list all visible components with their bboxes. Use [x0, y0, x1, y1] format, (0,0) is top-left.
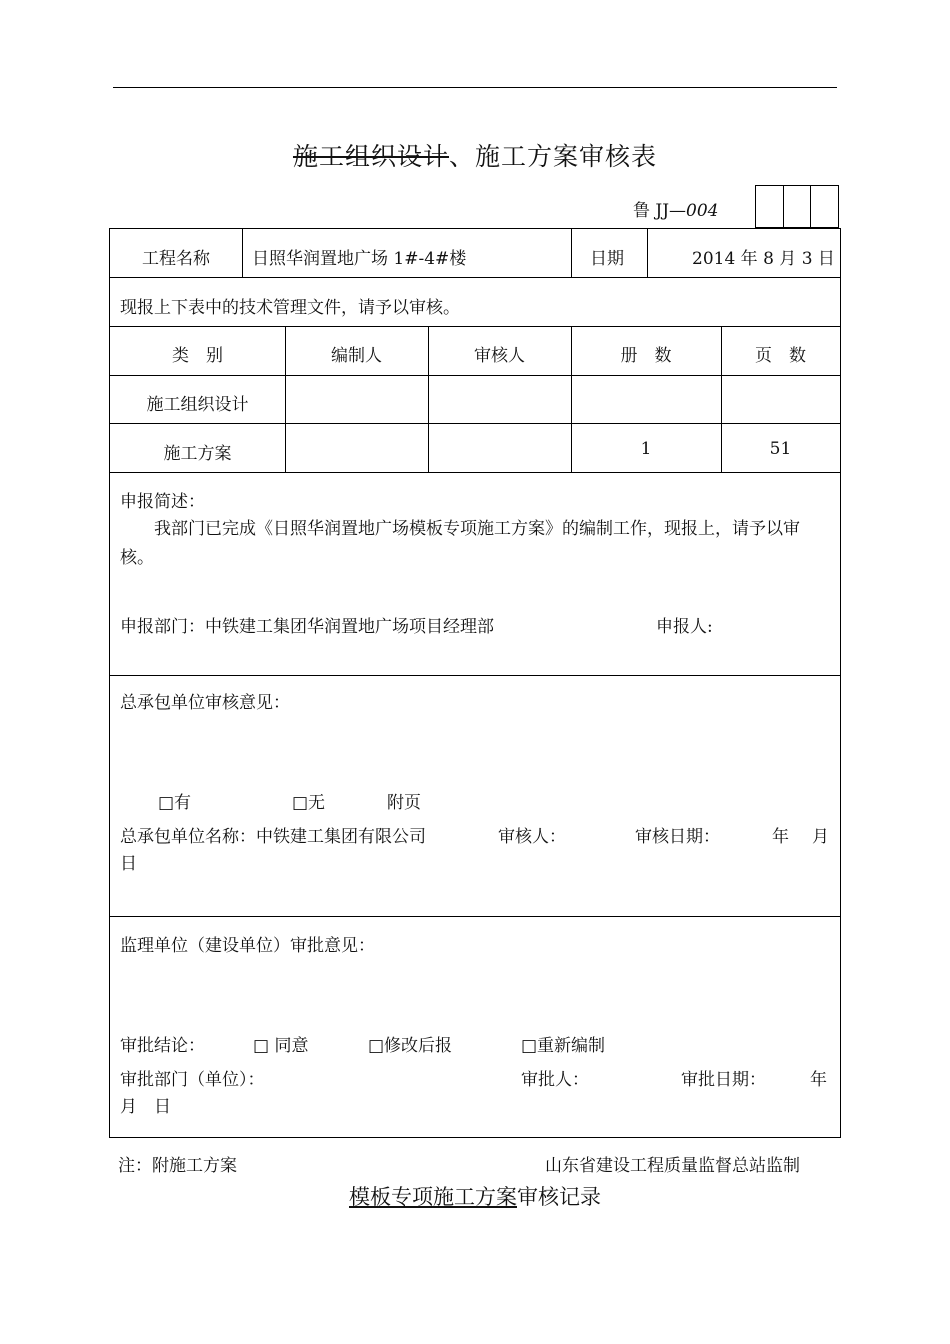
- contractor-day: 日: [120, 854, 137, 874]
- supervisor-approver: 审批人：: [521, 1070, 589, 1090]
- supervisor-opt-modify: □修改后报: [368, 1036, 453, 1056]
- supervisor-conclusion: 审批结论：: [120, 1036, 205, 1056]
- footer-issuer: 山东省建设工程质量监督总站监制: [545, 1156, 800, 1176]
- contractor-reviewer: 审核人：: [498, 827, 566, 847]
- col-header-pages: 页 数: [755, 346, 806, 366]
- col-divider: [571, 229, 572, 277]
- footer-note: 注：附施工方案: [118, 1156, 237, 1176]
- row-divider: [110, 326, 840, 327]
- top-rule: [113, 87, 837, 88]
- row-divider: [110, 472, 840, 473]
- next-section-title: [0, 1181, 950, 1211]
- supervisor-date-label: 审批日期：: [681, 1070, 766, 1090]
- contractor-month: 月: [812, 827, 829, 847]
- supervisor-opt-redo: □重新编制: [521, 1036, 606, 1056]
- col-header-reviewer: 审核人: [474, 346, 525, 366]
- form-table: [109, 228, 841, 1138]
- row-divider: [110, 916, 840, 917]
- col-divider: [647, 229, 648, 277]
- code-boxes: [755, 185, 839, 228]
- date-label: 日期: [590, 249, 624, 269]
- contractor-year: 年: [772, 827, 789, 847]
- intro-text: 现报上下表中的技术管理文件，请予以审核。: [120, 298, 460, 318]
- contractor-opt-yes: □有: [158, 793, 192, 813]
- form-code-prefix: 鲁 JJ—: [633, 201, 687, 221]
- project-name-label: 工程名称: [142, 249, 210, 269]
- contractor-label: 总承包单位审核意见：: [120, 693, 290, 713]
- table-cell: 51: [769, 439, 792, 459]
- code-box: [811, 186, 838, 227]
- contractor-attach: 附页: [387, 793, 421, 813]
- row-divider: [110, 375, 840, 376]
- report-person: 申报人:: [656, 617, 713, 637]
- contractor-date-label: 审核日期：: [635, 827, 720, 847]
- report-body: 我部门已完成《日照华润置地广场模板专项施工方案》的编制工作，现报上，请予以审核。: [120, 519, 800, 568]
- supervisor-year: 年: [810, 1070, 827, 1090]
- code-box: [756, 186, 784, 227]
- col-header-category: 类 别: [172, 346, 223, 366]
- supervisor-label: 监理单位（建设单位）审批意见：: [120, 936, 375, 956]
- supervisor-dept: 审批部门（单位）：: [120, 1070, 265, 1090]
- row-divider: [110, 675, 840, 676]
- report-label: 申报简述：: [120, 492, 205, 512]
- contractor-name: 总承包单位名称：中铁建工集团有限公司: [120, 827, 426, 847]
- table-cell: 施工组织设计: [146, 395, 249, 415]
- col-header-author: 编制人: [331, 346, 382, 366]
- title-struck-part: 施工组织设计: [292, 142, 449, 171]
- form-code: [633, 196, 719, 221]
- next-title-underlined: 模板专项施工方案: [349, 1185, 517, 1209]
- project-name-value: 日照华润置地广场 1#-4#楼: [252, 249, 467, 269]
- table-cell: 1: [640, 439, 652, 459]
- form-code-number: 004: [686, 201, 719, 221]
- next-title-rest: 审核记录: [517, 1185, 601, 1209]
- page-title: [0, 137, 950, 173]
- code-box: [784, 186, 812, 227]
- col-header-volumes: 册 数: [620, 346, 672, 366]
- date-value: 2014 年 8 月 3 日: [692, 249, 835, 269]
- table-cell: 施工方案: [163, 444, 232, 464]
- supervisor-month-day: 月 日: [120, 1097, 171, 1117]
- row-divider: [110, 277, 840, 278]
- contractor-opt-no: □无: [292, 793, 326, 813]
- row-divider: [110, 423, 840, 424]
- report-dept: 申报部门：中铁建工集团华润置地广场项目经理部: [120, 617, 494, 637]
- supervisor-opt-agree: □ 同意: [253, 1036, 309, 1056]
- col-divider: [242, 229, 243, 277]
- title-rest: 、施工方案审核表: [449, 142, 658, 171]
